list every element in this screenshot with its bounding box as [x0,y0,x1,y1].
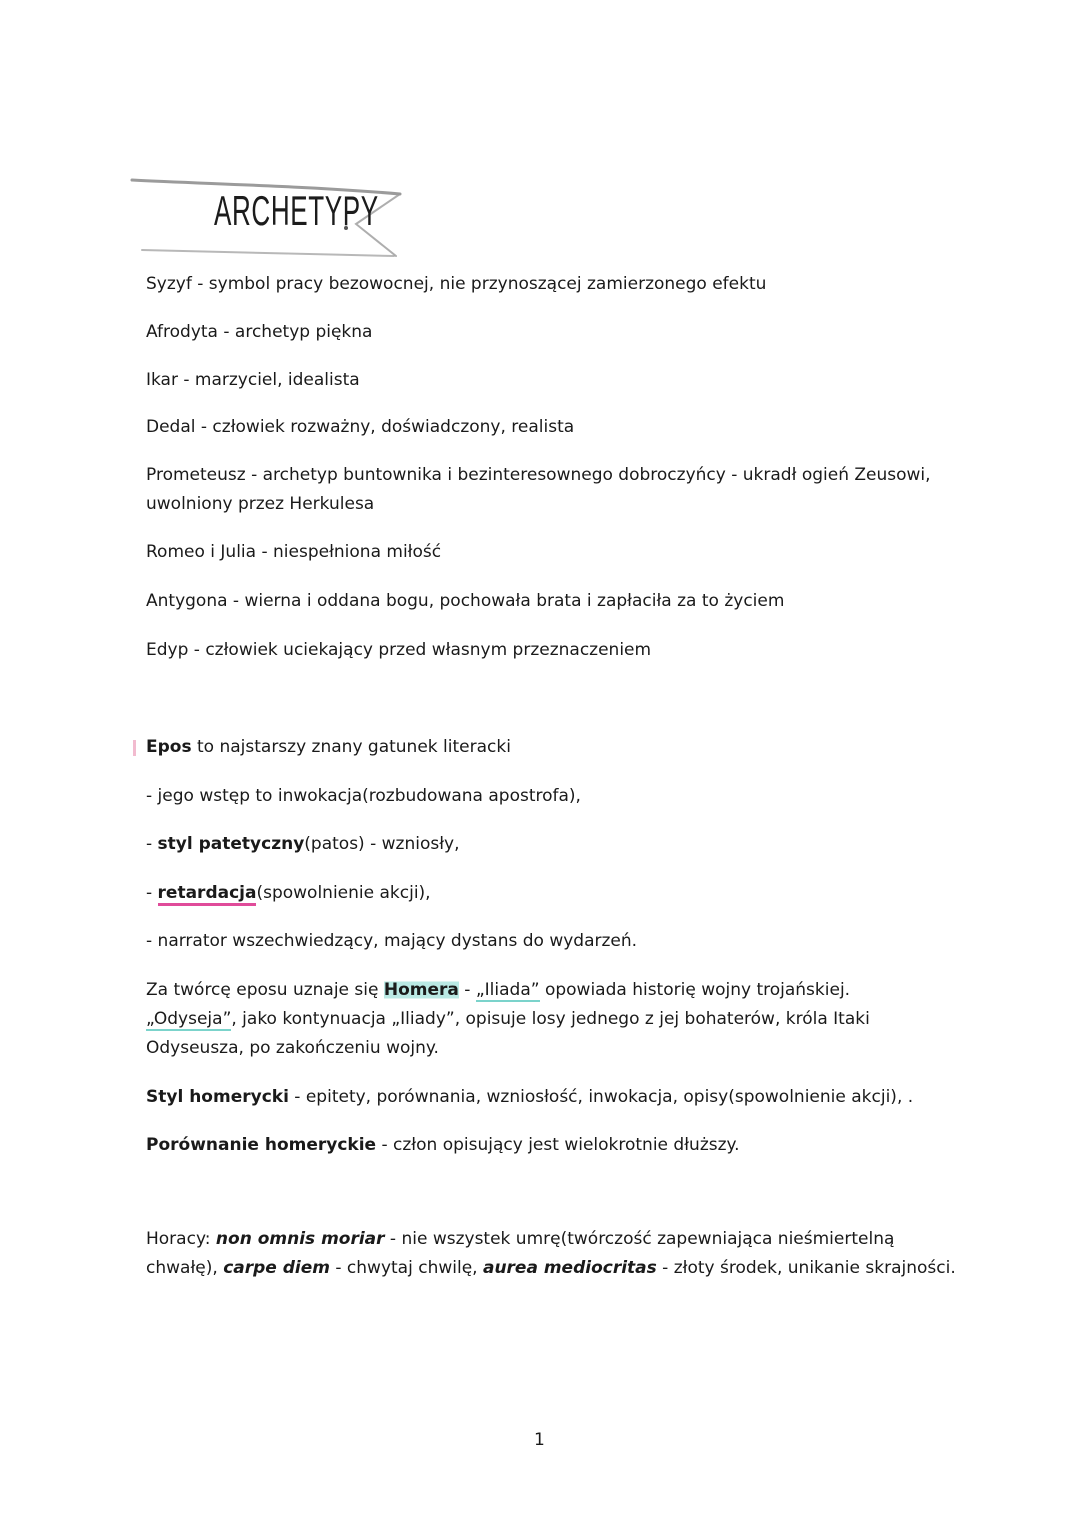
porownanie-homeryckie: Porównanie homeryckie - człon opisujący jest wielokrotnie dłuższy. [146,1135,740,1155]
homer-paragraph-line: Za twórcę eposu uznaje się Homera - „Iliada” opowiada historię wojny trojańskiej. [146,980,851,1000]
styl-homerycki: Styl homerycki - epitety, porównania, wzniosłość, inwokacja, opisy(spowolnienie akcji), . [146,1087,914,1107]
archetype-item: Prometeusz - archetyp buntownika i bezinteresownego dobroczyńcy - ukradł ogień Zeusowi, [146,465,931,485]
archetype-item: Ikar - marzyciel, idealista [146,370,360,390]
archetype-item: Afrodyta - archetyp piękna [146,322,373,342]
epos-feature: - jego wstęp to inwokacja(rozbudowana apostrofa), [146,786,581,806]
epos-feature: - styl patetyczny(patos) - wzniosły, [146,834,460,854]
section-banner [128,172,418,262]
page-number: 1 [534,1430,545,1450]
margin-mark-icon [133,740,136,756]
highlighted-term: „Odyseja” [146,1009,232,1029]
archetype-item: Syzyf - symbol pracy bezowocnej, nie przynoszącej zamierzonego efektu [146,274,767,294]
epos-feature: - narrator wszechwiedzący, mający dystans do wydarzeń. [146,931,638,951]
homer-paragraph-line: „Odyseja”, jako kontynuacja „Iliady”, opisuje losy jednego z jej bohaterów, króla Itaki [146,1009,870,1029]
epos-feature: - retardacja(spowolnienie akcji), [146,879,431,908]
page-title: ARCHETYPY [214,187,379,234]
archetype-item: Antygona - wierna i oddana bogu, pochowała brata i zapłaciła za to życiem [146,591,785,611]
archetype-item: Edyp - człowiek uciekający przed własnym przeznaczeniem [146,640,652,660]
archetype-item: Romeo i Julia - niespełniona miłość [146,542,442,562]
epos-definition: Epos to najstarszy znany gatunek literacki [146,737,511,757]
highlighted-term: „Iliada” [475,980,540,1000]
homer-paragraph-line: Odyseusza, po zakończeniu wojny. [146,1038,439,1058]
horacy-line: Horacy: non omnis moriar - nie wszystek umrę(twórczość zapewniająca nieśmiertelną [146,1229,895,1249]
highlighted-term: Homera [383,980,459,1000]
archetype-item-continuation: uwolniony przez Herkulesa [146,494,375,514]
highlighted-term: retardacja [158,883,257,906]
horacy-line: chwałę), carpe diem - chwytaj chwilę, aurea mediocritas - złoty środek, unikanie skrajności. [146,1258,956,1278]
archetype-item: Dedal - człowiek rozważny, doświadczony, realista [146,417,575,437]
